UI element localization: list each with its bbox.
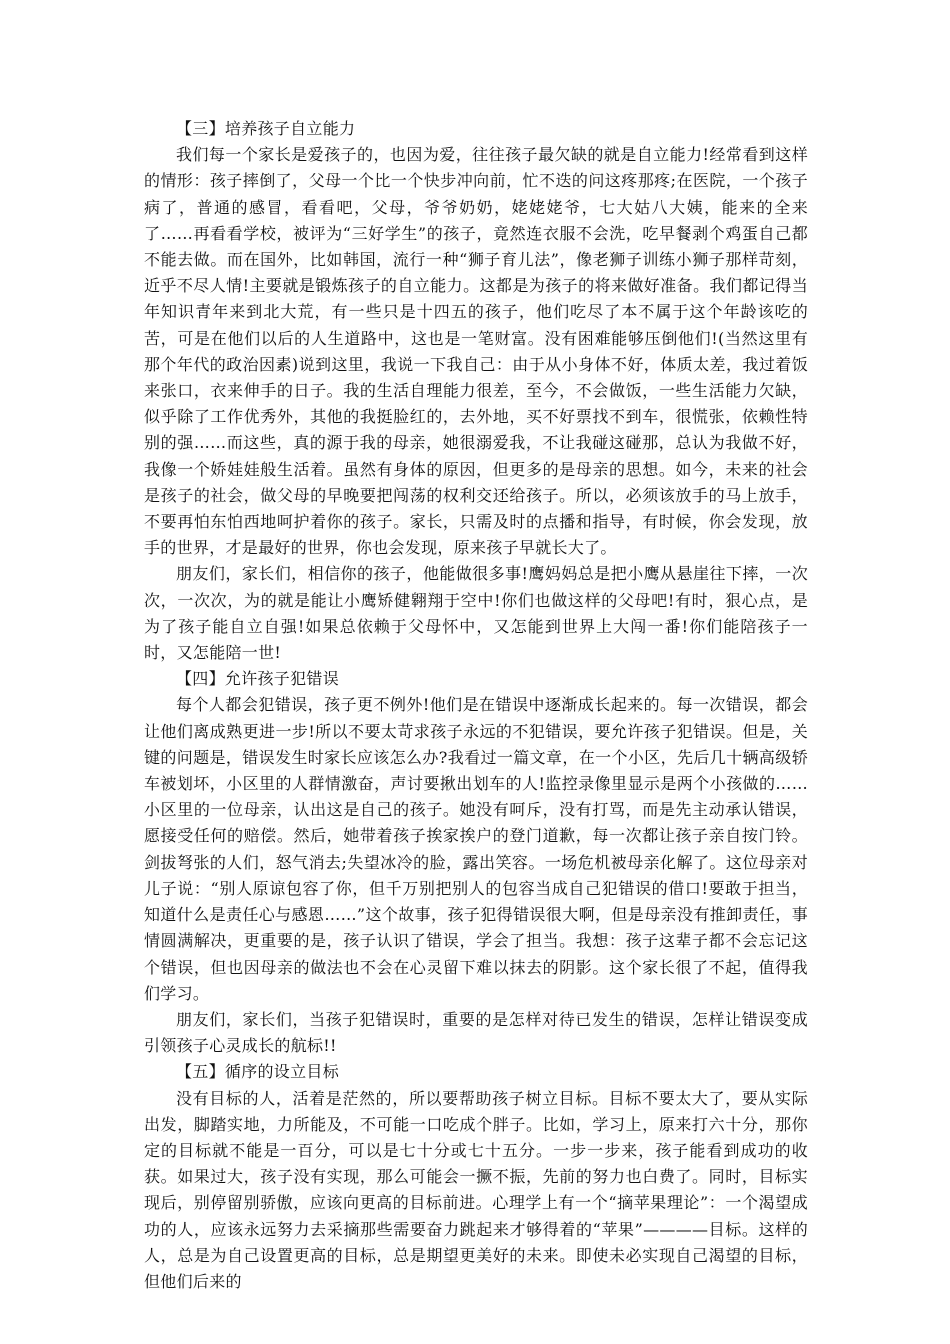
paragraph: 没有目标的人，活着是茫然的，所以要帮助孩子树立目标。目标不要太大了，要从实际出发，脚踏实地，力所能及，不可能一口吃成个胖子。比如，学习上，原来打六十分，那你定的目标就不能是一百分，可以是七十分或七十五分。一步一步来，孩子能看到成功的收获。如果过大，孩子没有实现，那么可能会一撅不振，先前的努力也白费了。同时，目标实现后，别停留别骄傲，应该向更高的目标前进。心理学上有一个“摘苹果理论”：一个渴望成功的人，应该永远努力去采摘那些需要奋力跳起来才够得着的“苹果”————目标。这样的人，总是为自己设置更高的目标，总是期望更美好的未来。即使未必实现自己渴望的目标，但他们后来的 xyxy=(144,1088,808,1291)
section-heading-5: 【五】循序的设立目标 xyxy=(176,1062,340,1082)
document-body xyxy=(144,116,808,1295)
paragraph: 朋友们，家长们，当孩子犯错误时，重要的是怎样对待已发生的错误，怎样让错误变成引领孩子心灵成长的航标!! xyxy=(144,1009,808,1056)
paragraph: 我们每一个家长是爱孩子的，也因为爱，往往孩子最欠缺的就是自立能力!经常看到这样的情形：孩子摔倒了，父母一个比一个快步冲向前，忙不迭的问这疼那疼;在医院，一个孩子病了，普通的感冒，看看吧，父母，爷爷奶奶，姥姥姥爷，七大姑八大姨，能来的全来了……再看看学校，被评为“三好学生”的孩子，竟然连衣服不会洗，吃早餐剥个鸡蛋自己都不能去做。而在国外，比如韩国，流行一种“狮子育儿法”，像老狮子训练小狮子那样苛刻，近乎不尽人情!主要就是锻炼孩子的自立能力。这都是为孩子的将来做好准备。我们都记得当年知识青年来到北大荒，有一些只是十四五的孩子，他们吃尽了本不属于这个年龄该吃的苦，可是在他们以后的人生道路中，这也是一笔财富。没有困难能够压倒他们!(当然这里有那个年代的政治因素)说到这里，我说一下我自己：由于从小身体不好，体质太差，我过着饭来张口，衣来伸手的日子。我的生活自理能力很差，至今，不会做饭，一些生活能力欠缺，似乎除了工作优秀外，其他的我挺脸红的，去外地，买不好票找不到车，很慌张，依赖性特别的强……而这些，真的源于我的母亲，她很溺爱我，不让我碰这碰那，总认为我做不好，我像一个娇娃娃般生活着。虽然有身体的原因，但更多的是母亲的思想。如今，未来的社会是孩子的社会，做父母的早晚要把闯荡的权利交还给孩子。所以，必须该放手的马上放手，不要再怕东怕西地呵护着你的孩子。家长，只需及时的点播和指导，有时候，你会发现，放手的世界，才是最好的世界，你也会发现，原来孩子早就长大了。 xyxy=(144,145,808,558)
section-heading-3: 【三】培养孩子自立能力 xyxy=(176,119,356,138)
paragraph: 每个人都会犯错误，孩子更不例外!他们是在错误中逐渐成长起来的。每一次错误，都会让他们离成熟更进一步!所以不要太苛求孩子永远的不犯错误，要允许孩子犯错误。但是，关键的问题是，错误发生时家长应该怎么办?我看过一篇文章，在一个小区，先后几十辆高级轿车被划坏，小区里的人群情激奋，声讨要揪出划车的人!监控录像里显示是两个小孩做的……小区里的一位母亲，认出这是自己的孩子。她没有呵斥，没有打骂，而是先主动承认错误，愿接受任何的赔偿。然后，她带着孩子挨家挨户的登门道歉，每一次都让孩子亲自按门铃。剑拔弩张的人们，怒气消去;失望冰冷的脸，露出笑容。一场危机被母亲化解了。这位母亲对儿子说：“别人原谅包容了你，但千万别把别人的包容当成自己犯错误的借口!要敢于担当，知道什么是责任心与感恩……”这个故事，孩子犯得错误很大啊，但是母亲没有推卸责任，事情圆满解决，更重要的是，孩子认识了错误，学会了担当。我想：孩子这辈子都不会忘记这个错误，但也因母亲的做法也不会在心灵留下难以抹去的阴影。这个家长很了不起，值得我们学习。 xyxy=(144,695,808,1003)
section-heading-4: 【四】允许孩子犯错误 xyxy=(176,669,340,689)
paragraph: 朋友们，家长们，相信你的孩子，他能做很多事!鹰妈妈总是把小鹰从悬崖往下摔，一次次，一次次，为的就是能让小鹰矫健翱翔于空中!你们也做这样的父母吧!有时，狠心点，是为了孩子能自立自强!如果总依赖于父母怀中，又怎能到世界上大闯一番!你们能陪孩子一时，又怎能陪一世! xyxy=(144,564,808,663)
